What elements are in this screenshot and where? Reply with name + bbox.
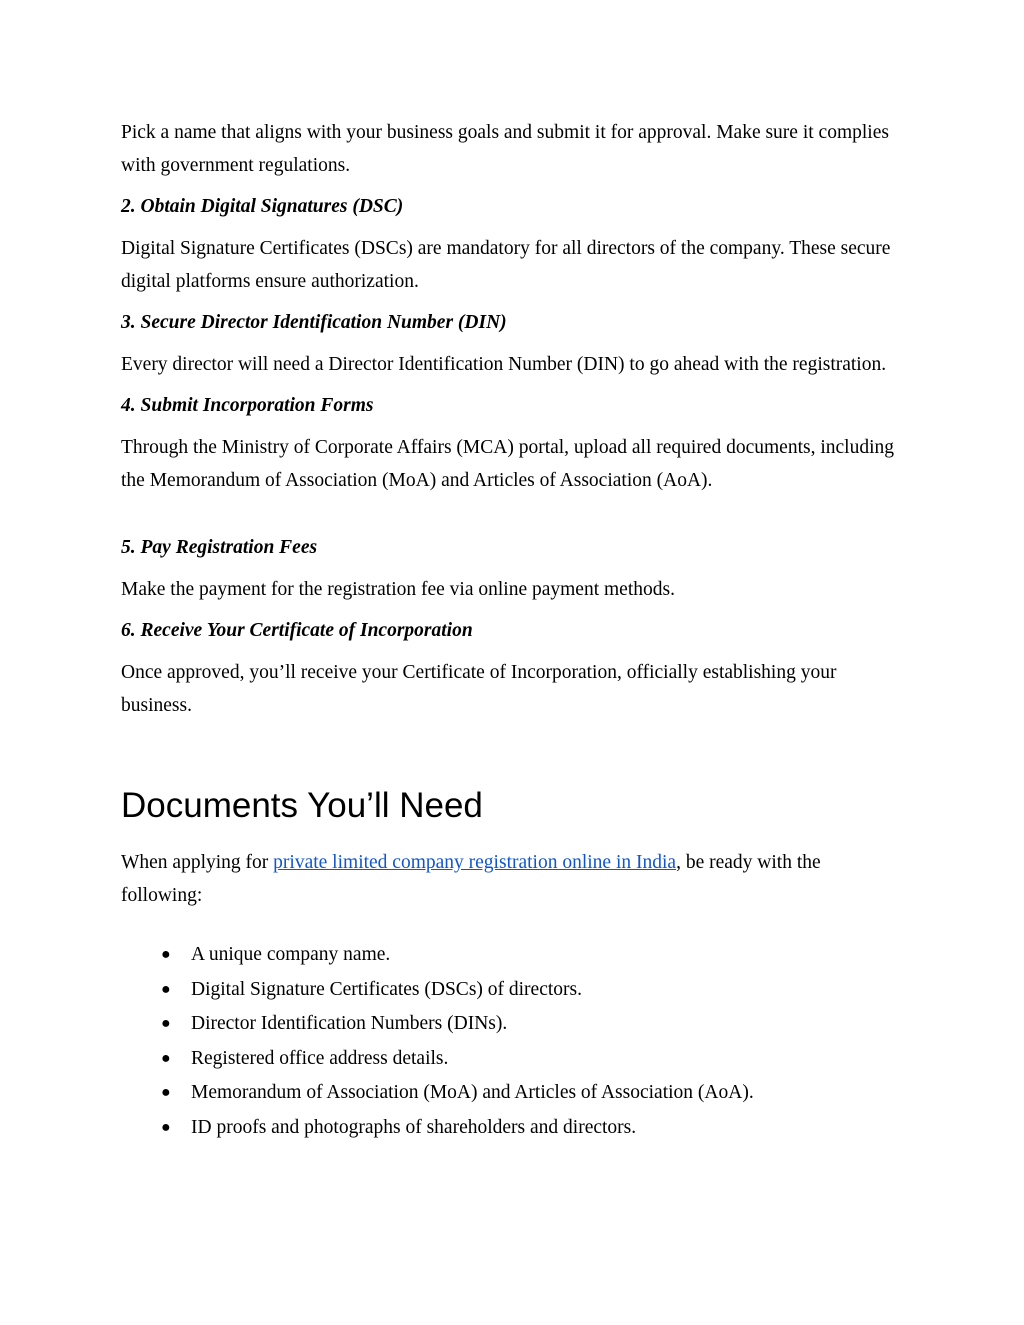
document-page bbox=[121, 116, 901, 1145]
bullet-icon: ● bbox=[161, 1084, 171, 1101]
step-6-heading: 6. Receive Your Certificate of Incorporation bbox=[121, 620, 473, 641]
bullet-icon: ● bbox=[161, 1118, 171, 1136]
paragraph-spacer bbox=[121, 505, 901, 531]
list-item bbox=[121, 1042, 901, 1077]
documents-intro-after-link: , be ready with the following: bbox=[121, 852, 821, 906]
list-item-text: Director Identification Numbers (DINs). bbox=[191, 1013, 508, 1034]
list-item-text: Digital Signature Certificates (DSCs) of directors. bbox=[191, 978, 582, 1000]
step-3-body: Every director will need a Director Identification Number (DIN) to go ahead with the registration. bbox=[121, 354, 887, 375]
list-item bbox=[121, 1007, 901, 1042]
step-2-body: Digital Signature Certificates (DSCs) are mandatory for all directors of the company. These secure digital platforms ensure authorization. bbox=[121, 238, 891, 292]
documents-intro-before-link: When applying for bbox=[121, 852, 274, 873]
list-item-text: ID proofs and photographs of shareholders and directors. bbox=[191, 1116, 637, 1138]
list-item bbox=[121, 938, 901, 973]
list-item-text: A unique company name. bbox=[191, 944, 391, 965]
documents-intro-paragraph bbox=[121, 846, 901, 912]
list-item bbox=[121, 1111, 901, 1146]
bullet-icon: ● bbox=[161, 1049, 171, 1067]
step-5-heading: 5. Pay Registration Fees bbox=[121, 537, 318, 558]
step-2-heading: 2. Obtain Digital Signatures (DSC) bbox=[121, 196, 404, 217]
registration-link[interactable]: private limited company registration online in India bbox=[273, 852, 677, 873]
step-4-heading: 4. Submit Incorporation Forms bbox=[121, 395, 374, 416]
documents-list bbox=[121, 938, 901, 1145]
step-6-body: Once approved, you’ll receive your Certificate of Incorporation, officially establishing your business. bbox=[121, 662, 837, 716]
step-5-body: Make the payment for the registration fee via online payment methods. bbox=[121, 579, 675, 600]
bullet-icon: ● bbox=[161, 946, 171, 963]
list-item bbox=[121, 973, 901, 1008]
list-item-text: Registered office address details. bbox=[191, 1047, 449, 1069]
list-item-text: Memorandum of Association (MoA) and Articles of Association (AoA). bbox=[191, 1082, 754, 1103]
bullet-icon: ● bbox=[161, 1015, 171, 1032]
list-item bbox=[121, 1076, 901, 1111]
step-3-heading: 3. Secure Director Identification Number (DIN) bbox=[121, 312, 507, 333]
intro-paragraph: Pick a name that aligns with your business goals and submit it for approval. Make sure it complies with government regulations. bbox=[121, 122, 889, 176]
bullet-icon: ● bbox=[161, 980, 171, 998]
documents-section-heading: Documents You’ll Need bbox=[121, 786, 483, 825]
step-4-body: Through the Ministry of Corporate Affairs (MCA) portal, upload all required documents, including the Memorandum of Association (MoA) and Articles of Association (AoA). bbox=[121, 437, 894, 491]
